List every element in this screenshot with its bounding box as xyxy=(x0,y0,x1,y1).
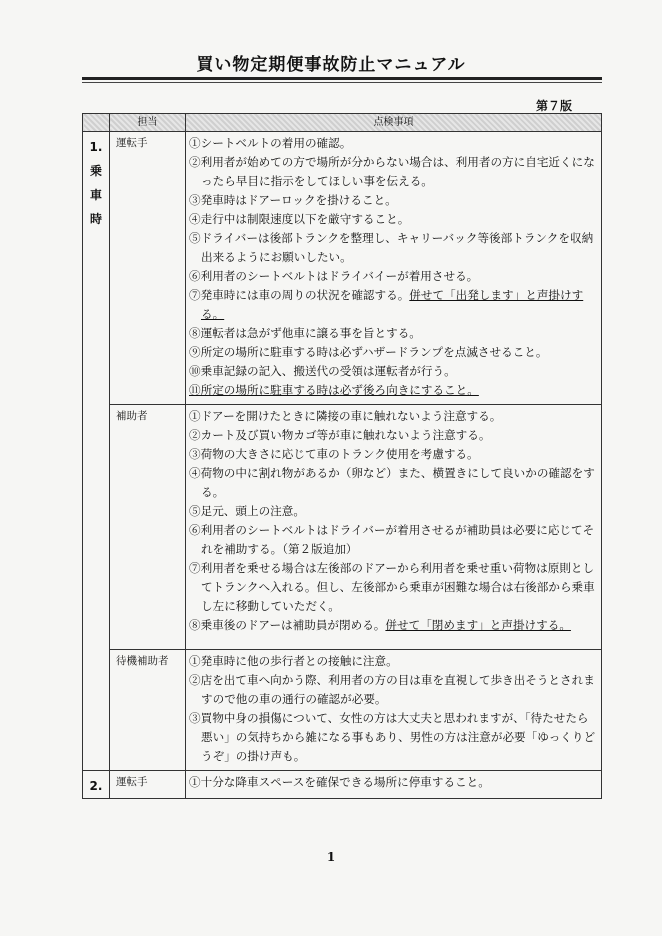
role-cell: 待機補助者 xyxy=(110,650,186,771)
item-text: ①発車時に他の歩行者との接触に注意。 xyxy=(189,654,398,668)
list-item xyxy=(189,362,597,381)
item-text: ⑧乗車後のドアーは補助員が閉める。 xyxy=(189,618,386,632)
item-text: ⑤足元、頭上の注意。 xyxy=(189,504,305,518)
list-item xyxy=(189,652,597,671)
table-row xyxy=(83,405,602,650)
list-item xyxy=(189,286,597,324)
section-number-cell xyxy=(83,771,110,799)
role-cell: 運転手 xyxy=(110,132,186,405)
list-item xyxy=(189,616,597,635)
list-item xyxy=(189,407,597,426)
item-underlined-text: 併せて「出発します」と声掛けする。 xyxy=(201,288,584,321)
section-heading-char: 車 xyxy=(89,188,102,202)
header-items: 点検事項 xyxy=(186,114,602,132)
items-cell xyxy=(186,771,602,799)
section-number-cell xyxy=(83,132,110,771)
item-underlined-text: ⑪所定の場所に駐車する時は必ず後ろ向きにすること。 xyxy=(189,383,479,397)
version-label: 第７版 xyxy=(535,99,572,113)
role-cell: 補助者 xyxy=(110,405,186,650)
item-text: ⑥利用者のシートベルトはドライバーが着用させるが補助員は必要に応じてそれを補助する。（第２版追加） xyxy=(189,523,595,556)
list-item xyxy=(189,191,597,210)
item-text: ③発車時はドアーロックを掛けること。 xyxy=(189,193,397,207)
role-cell: 運転手 xyxy=(110,771,186,799)
item-text: ⑧運転者は急がず他車に譲る事を旨とする。 xyxy=(189,326,421,340)
list-item xyxy=(189,153,597,191)
page-number: 1 xyxy=(326,850,336,864)
list-item xyxy=(189,134,597,153)
list-item xyxy=(189,559,597,616)
title-rule-thin xyxy=(82,82,602,83)
section-number: 1. xyxy=(89,140,103,154)
item-text: ④荷物の中に割れ物があるか（卵など）また、横置きにして良いかの確認をする。 xyxy=(189,466,595,499)
list-item xyxy=(189,324,597,343)
item-text: ①ドアーを開けたときに隣接の車に触れないよう注意する。 xyxy=(189,409,502,423)
list-item xyxy=(189,464,597,502)
item-text: ⑥利用者のシートベルトはドライバイーが着用させる。 xyxy=(189,269,479,283)
header-number xyxy=(83,114,110,132)
section-number: 2. xyxy=(89,779,103,793)
item-text: ⑦利用者を乗せる場合は左後部のドアーから利用者を乗せ重い荷物は原則としてトランクへ入れる。但し、左後部から乗車が困難な場合は右後部から乗車し左に移動していただく。 xyxy=(189,561,595,613)
item-text: ③荷物の大きさに応じて車のトランク使用を考慮する。 xyxy=(189,447,479,461)
list-item xyxy=(189,671,597,709)
items-cell xyxy=(186,132,602,405)
section-heading-char: 時 xyxy=(89,212,102,226)
title-rule xyxy=(82,77,602,80)
item-text: ③買物中身の損傷について、女性の方は大丈夫と思われますが、「待たせたら悪い」の気持ちから雑になる事もあり、男性の方は注意が必要「ゆっくりどうぞ」の掛け声も。 xyxy=(189,711,596,763)
spacer xyxy=(189,635,597,645)
item-text: ①シートベルトの着用の確認。 xyxy=(189,136,352,150)
item-text: ⑤ドライバーは後部トランクを整理し、キャリーバック等後部トランクを収納出来るようにお願いしたい。 xyxy=(189,231,594,264)
checklist-table xyxy=(82,113,602,799)
table-row xyxy=(83,132,602,405)
header-role: 担当 xyxy=(110,114,186,132)
item-underlined-text: 併せて「閉めます」と声掛けする。 xyxy=(385,618,571,632)
list-item xyxy=(189,521,597,559)
table-row xyxy=(83,650,602,771)
item-text: ⑨所定の場所に駐車する時は必ずハザードランプを点滅させること。 xyxy=(189,345,548,359)
list-item xyxy=(189,343,597,362)
item-text: ②店を出て車へ向かう際、利用者の方の目は車を直視して歩き出そうとされますので他の車の通行の確認が必要。 xyxy=(189,673,595,706)
list-item xyxy=(189,210,597,229)
list-item xyxy=(189,267,597,286)
item-text: ①十分な降車スペースを確保できる場所に停車すること。 xyxy=(189,775,490,789)
item-text: ②カート及び買い物カゴ等が車に触れないよう注意する。 xyxy=(189,428,491,442)
list-item xyxy=(189,502,597,521)
list-item xyxy=(189,229,597,267)
list-item xyxy=(189,426,597,445)
table-header-row xyxy=(83,114,602,132)
item-text: ②利用者が始めての方で場所が分からない場合は、利用者の方に自宅近くになったら早目に指示をしてほしい事を伝える。 xyxy=(189,155,595,188)
document-title: 買い物定期便事故防止マニュアル xyxy=(196,55,466,75)
list-item xyxy=(189,709,597,766)
section-heading-char: 乗 xyxy=(89,164,102,178)
list-item xyxy=(189,773,597,792)
item-text: ④走行中は制限速度以下を厳守すること。 xyxy=(189,212,410,226)
list-item xyxy=(189,381,597,400)
list-item xyxy=(189,445,597,464)
items-cell xyxy=(186,650,602,771)
item-text: ⑦発車時には車の周りの状況を確認する。 xyxy=(189,288,410,302)
item-text: ⑩乗車記録の記入、搬送代の受領は運転者が行う。 xyxy=(189,364,456,378)
table-row xyxy=(83,771,602,799)
items-cell xyxy=(186,405,602,650)
